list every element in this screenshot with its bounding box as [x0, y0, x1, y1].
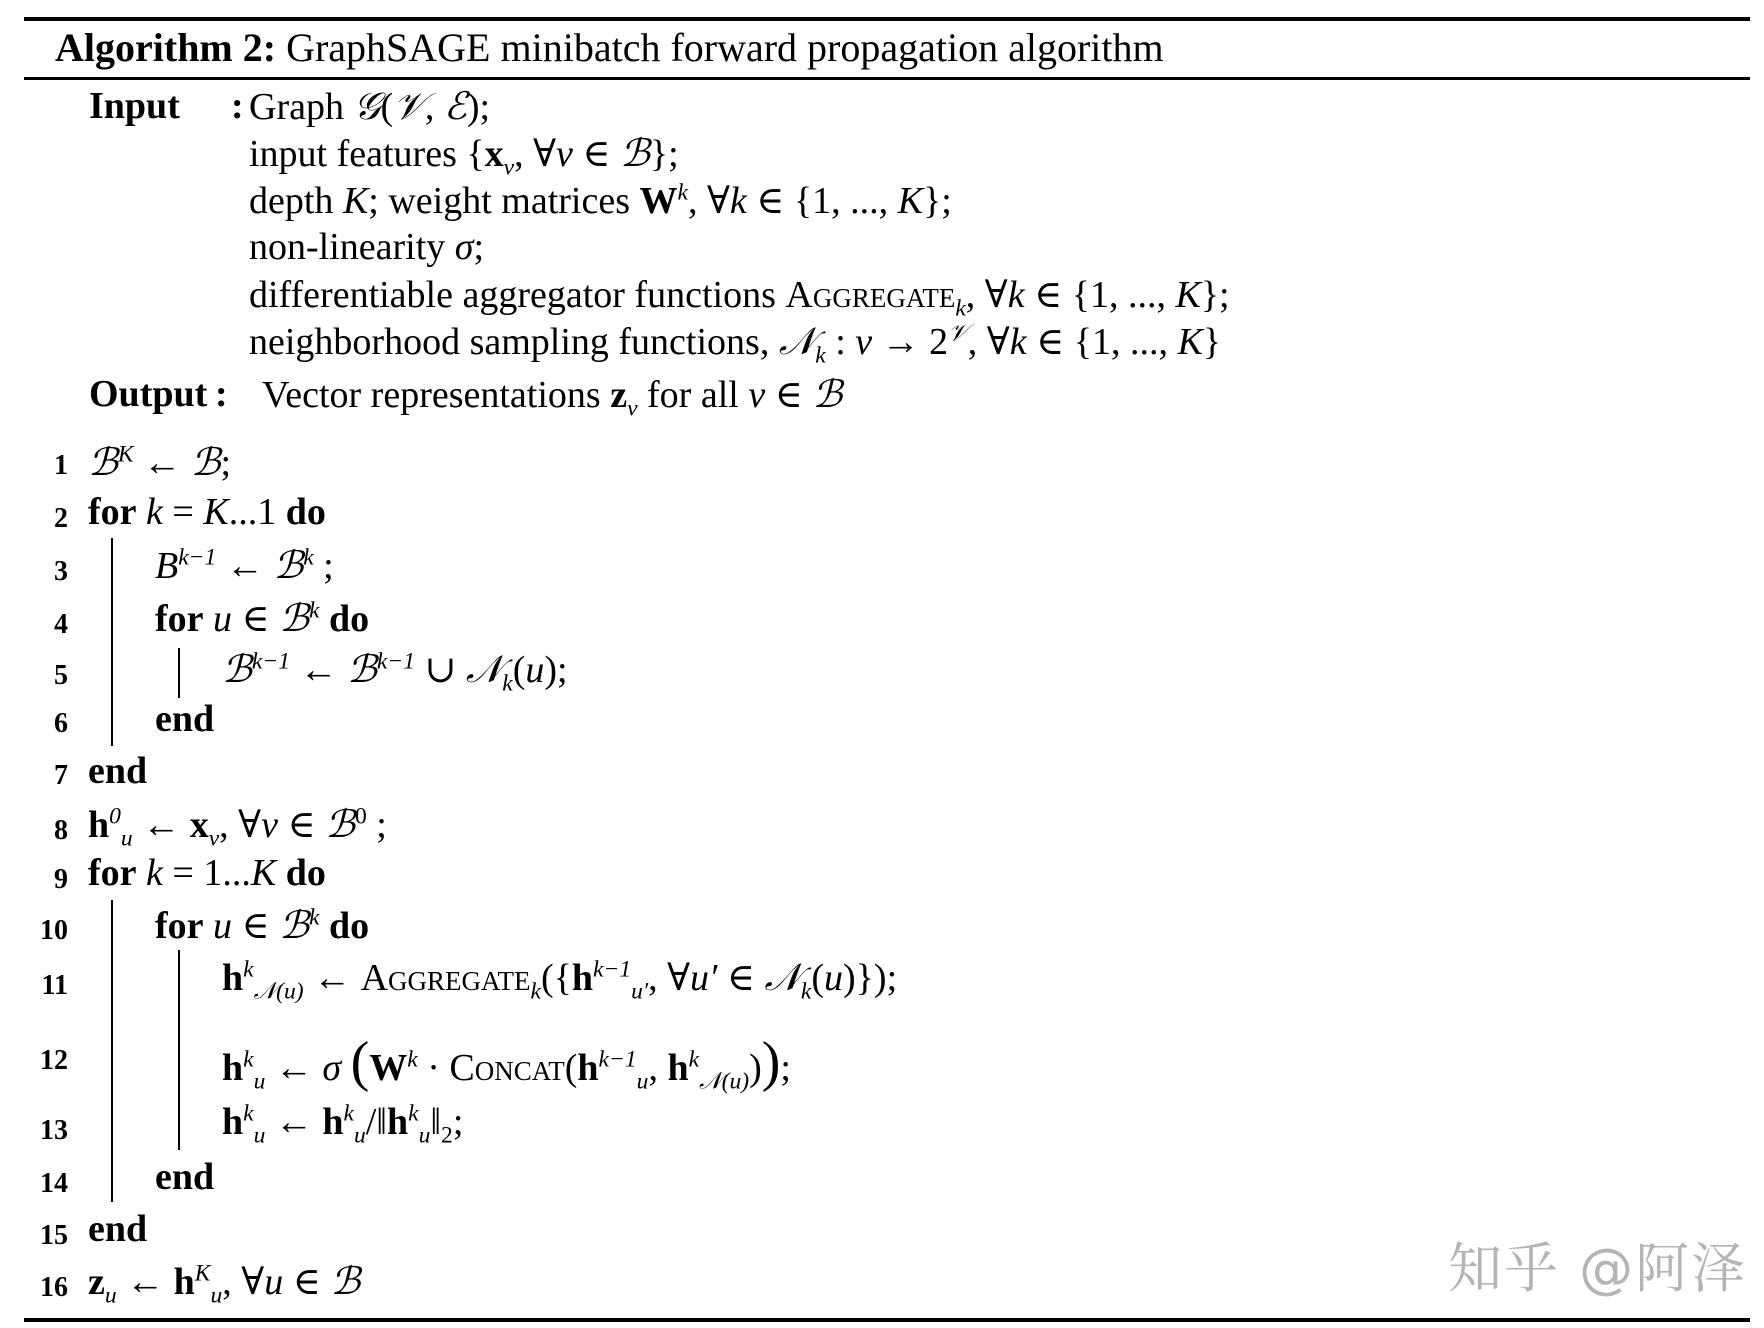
- algorithm-caption: [55, 22, 1164, 74]
- step-16: $z_u$ ← $h^K_u$, ∀u ∈ ℬ: [88, 1260, 361, 1309]
- line-number: 13: [40, 1115, 68, 1146]
- step-4: for u ∈ ℬ$^k$ do: [155, 597, 370, 640]
- step-9: for k = 1...K do: [88, 852, 326, 894]
- caption-rule: [24, 77, 1750, 80]
- step-14-end: end: [155, 1156, 215, 1198]
- step-11: $h^k_{𝒩(u)}$ ← $Aggregate_k(\{h^{k-1}_{u'}$, ∀u′ ∈ 𝒩$_k$(u)});: [222, 956, 898, 1005]
- step-15-end: end: [88, 1208, 148, 1250]
- algorithm-label: Algorithm 2:: [55, 25, 277, 70]
- line-number: 7: [54, 760, 68, 791]
- step-8: $h^0_u$ ← $x_v$, ∀v ∈ ℬ$^0$ ;: [88, 803, 387, 852]
- step-1: ℬ$^K$ ← ℬ;: [88, 441, 232, 484]
- input-line-aggregators: differentiable aggregator functions Aggregate$_k$, ∀k ∈ {1, ..., K};: [249, 274, 1230, 322]
- step-10: for u ∈ ℬ$^k$ do: [155, 904, 370, 947]
- input-line-graph: Graph 𝒢(𝒱, ℰ);: [249, 86, 491, 128]
- step-13: $h^k_u$ ← $h^k_u/‖h^k_u‖_2$;: [222, 1100, 464, 1149]
- line-number: 8: [54, 815, 68, 846]
- line-number: 2: [54, 503, 68, 534]
- step-3: $B^{k-1}$ ← ℬ$^k$ ;: [155, 544, 334, 587]
- input-colon: :: [231, 85, 244, 127]
- step-2: for k = K...1 do: [88, 491, 326, 533]
- output-line: Vector representations $z_v$ for all v ∈ ℬ: [262, 374, 843, 422]
- line-number: 3: [54, 556, 68, 587]
- line-number: 1: [54, 450, 68, 481]
- input-line-features: input features {$x_v$, ∀v ∈ ℬ};: [249, 133, 679, 181]
- zhihu-watermark: 知乎 @阿泽: [1448, 1237, 1748, 1300]
- indent-bar-inner-loop1: [178, 648, 180, 698]
- line-number: 6: [54, 708, 68, 739]
- line-number: 9: [54, 864, 68, 895]
- top-rule: [24, 17, 1750, 21]
- line-number: 16: [40, 1272, 68, 1303]
- line-number: 15: [40, 1220, 68, 1251]
- input-line-sampling: neighborhood sampling functions, 𝒩$_k$ : $v \to 2^𝒱$, ∀k ∈ {1, ..., K}: [249, 320, 1222, 369]
- line-number: 12: [40, 1045, 68, 1076]
- line-number: 11: [41, 970, 68, 1001]
- output-colon: :: [215, 373, 228, 415]
- indent-bar-loop1: [111, 538, 113, 746]
- line-number: 4: [54, 609, 68, 640]
- bottom-rule: [24, 1318, 1750, 1322]
- input-line-nonlinearity: non-linearity σ;: [249, 226, 485, 268]
- line-number: 14: [40, 1168, 68, 1199]
- step-6-end: end: [155, 698, 215, 740]
- step-5: ℬ$^{k-1}$ ← ℬ$^{k-1}$ ∪ 𝒩$_k$(u);: [222, 648, 568, 697]
- input-line-depth: depth K; weight matrices $W^k$, ∀k ∈ {1, ..., K};: [249, 179, 952, 222]
- step-12: $h^k_u$ ← σ ($W^k$ · $Concat(h^{k-1}_u$, $h^k_{𝒩(u)}$));: [222, 1031, 791, 1095]
- step-7-end: end: [88, 750, 148, 792]
- algorithm-title: GraphSAGE minibatch forward propagation algorithm: [286, 25, 1164, 70]
- output-label: Output: [89, 373, 208, 415]
- indent-bar-loop2: [111, 900, 113, 1202]
- line-number: 10: [40, 915, 68, 946]
- input-label: Input: [89, 85, 180, 127]
- line-number: 5: [54, 660, 68, 691]
- indent-bar-inner-loop2: [178, 950, 180, 1150]
